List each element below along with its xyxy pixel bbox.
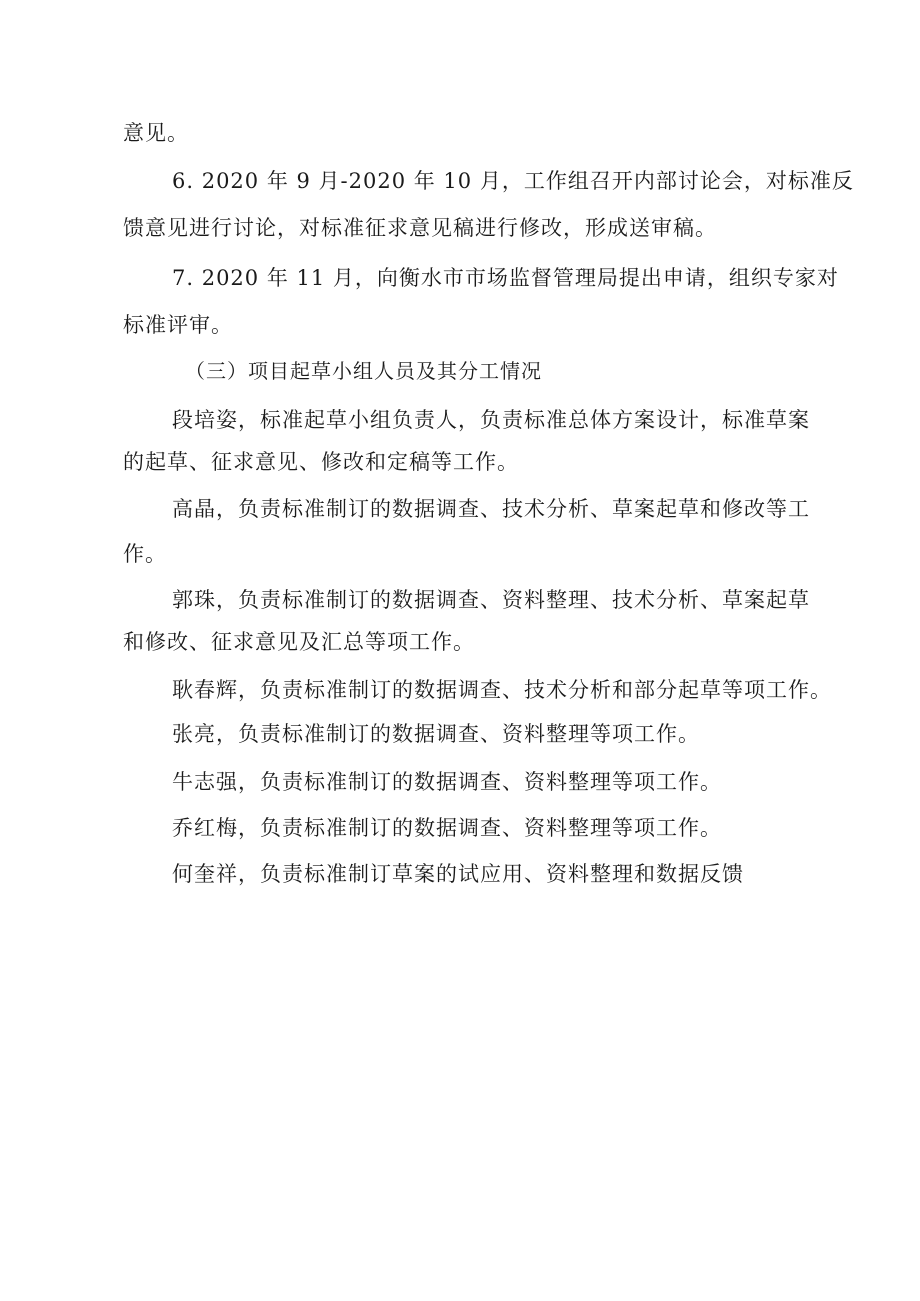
member-2-line-1: 高晶，负责标准制订的数据调查、技术分析、草案起草和修改等工 [172,497,810,521]
member-7-line-1: 乔红梅，负责标准制订的数据调查、资料整理等项工作。 [172,816,722,840]
member-5-line-1: 张亮，负责标准制订的数据调查、资料整理等项工作。 [172,722,700,746]
item-6-line-2: 馈意见进行讨论，对标准征求意见稿进行修改，形成送审稿。 [123,216,717,240]
item-7-line-2: 标准评审。 [123,313,233,337]
member-2-line-2: 作。 [123,542,167,566]
member-3-line-2: 和修改、征求意见及汇总等项工作。 [123,630,475,654]
member-8-line-1: 何奎祥，负责标准制订草案的试应用、资料整理和数据反馈 [172,862,744,886]
member-4-line-1: 耿春辉，负责标准制订的数据调查、技术分析和部分起草等项工作。 [172,678,832,702]
paragraph-continuation: 意见。 [123,121,189,145]
member-3-line-1: 郭珠，负责标准制订的数据调查、资料整理、技术分析、草案起草 [172,588,810,612]
member-1-line-1: 段培姿，标准起草小组负责人，负责标准总体方案设计，标准草案 [172,408,810,432]
item-7-line-1: 7. 2020 年 11 月，向衡水市市场监督管理局提出申请，组织专家对 [172,266,839,290]
section-heading: （三）项目起草小组人员及其分工情况 [185,359,542,383]
item-6-line-1: 6. 2020 年 9 月-2020 年 10 月，工作组召开内部讨论会，对标准反 [172,169,854,193]
member-1-line-2: 的起草、征求意见、修改和定稿等工作。 [123,450,519,474]
member-6-line-1: 牛志强，负责标准制订的数据调查、资料整理等项工作。 [172,770,722,794]
